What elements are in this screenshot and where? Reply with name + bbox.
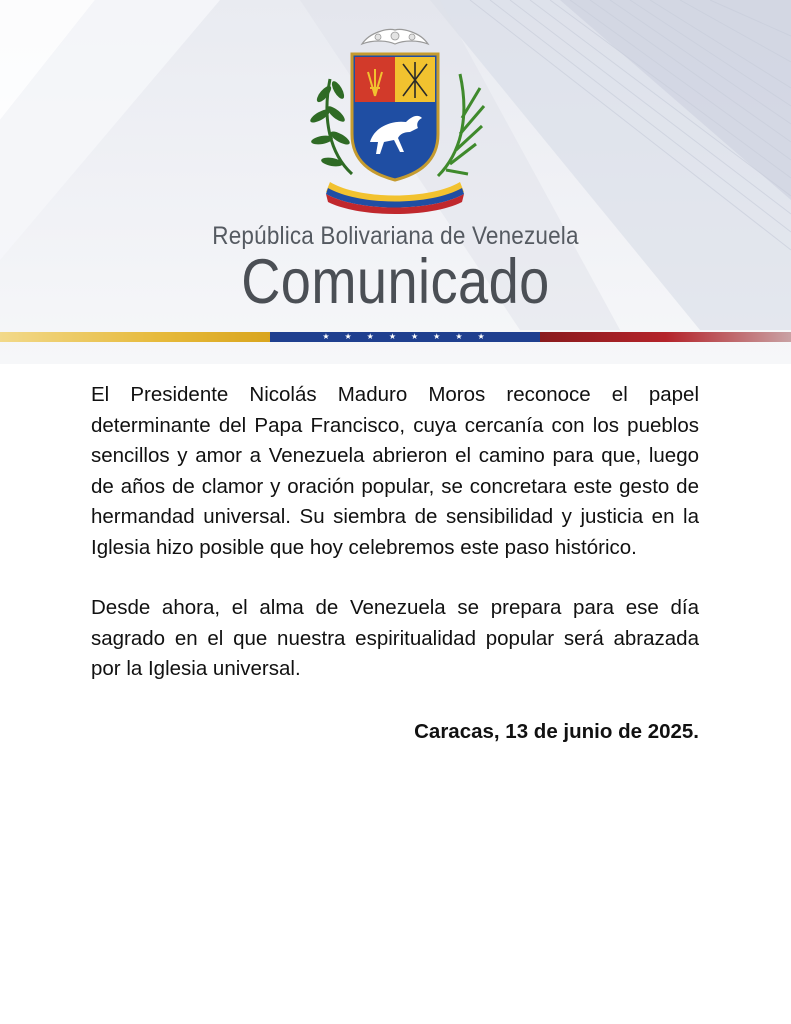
olive-branch-icon: [308, 79, 352, 174]
letterhead-subtitle: República Bolivariana de Venezuela: [212, 222, 579, 250]
band-blue: [270, 332, 540, 342]
paragraph: Desde ahora, el alma de Venezuela se prepara para ese día sagrado en el que nuestra espiritualidad popular será abrazada por la Iglesia universal.: [91, 596, 699, 680]
palm-branch-icon: [438, 74, 484, 176]
shield-icon: [352, 54, 438, 180]
stars-icon: ★★★★★★★★: [322, 332, 500, 341]
tricolor-band: [0, 332, 791, 342]
letterhead-title: Comunicado: [241, 247, 550, 317]
paragraph: El Presidente Nicolás Maduro Moros reconoce el papel determinante del Papa Francisco, cuya cercanía con los pueblos sencillos y amor a Venezuela abrieron el camino para que, luego de años de clamor y oración popular, se concretara este gesto de hermandad universal. Su siembra de sensibilidad y justicia en la Iglesia hizo posible que hoy celebremos este paso histórico.: [91, 383, 699, 559]
coat-of-arms-emblem: [300, 24, 490, 220]
place-and-date: Caracas, 13 de junio de 2025.: [414, 719, 699, 743]
statement-body: [91, 380, 699, 747]
letterhead: [0, 0, 791, 364]
band-red: [540, 332, 791, 342]
cornucopia-icon: [362, 30, 428, 44]
band-yellow: [0, 332, 270, 342]
tricolor-ribbon: [326, 182, 464, 214]
